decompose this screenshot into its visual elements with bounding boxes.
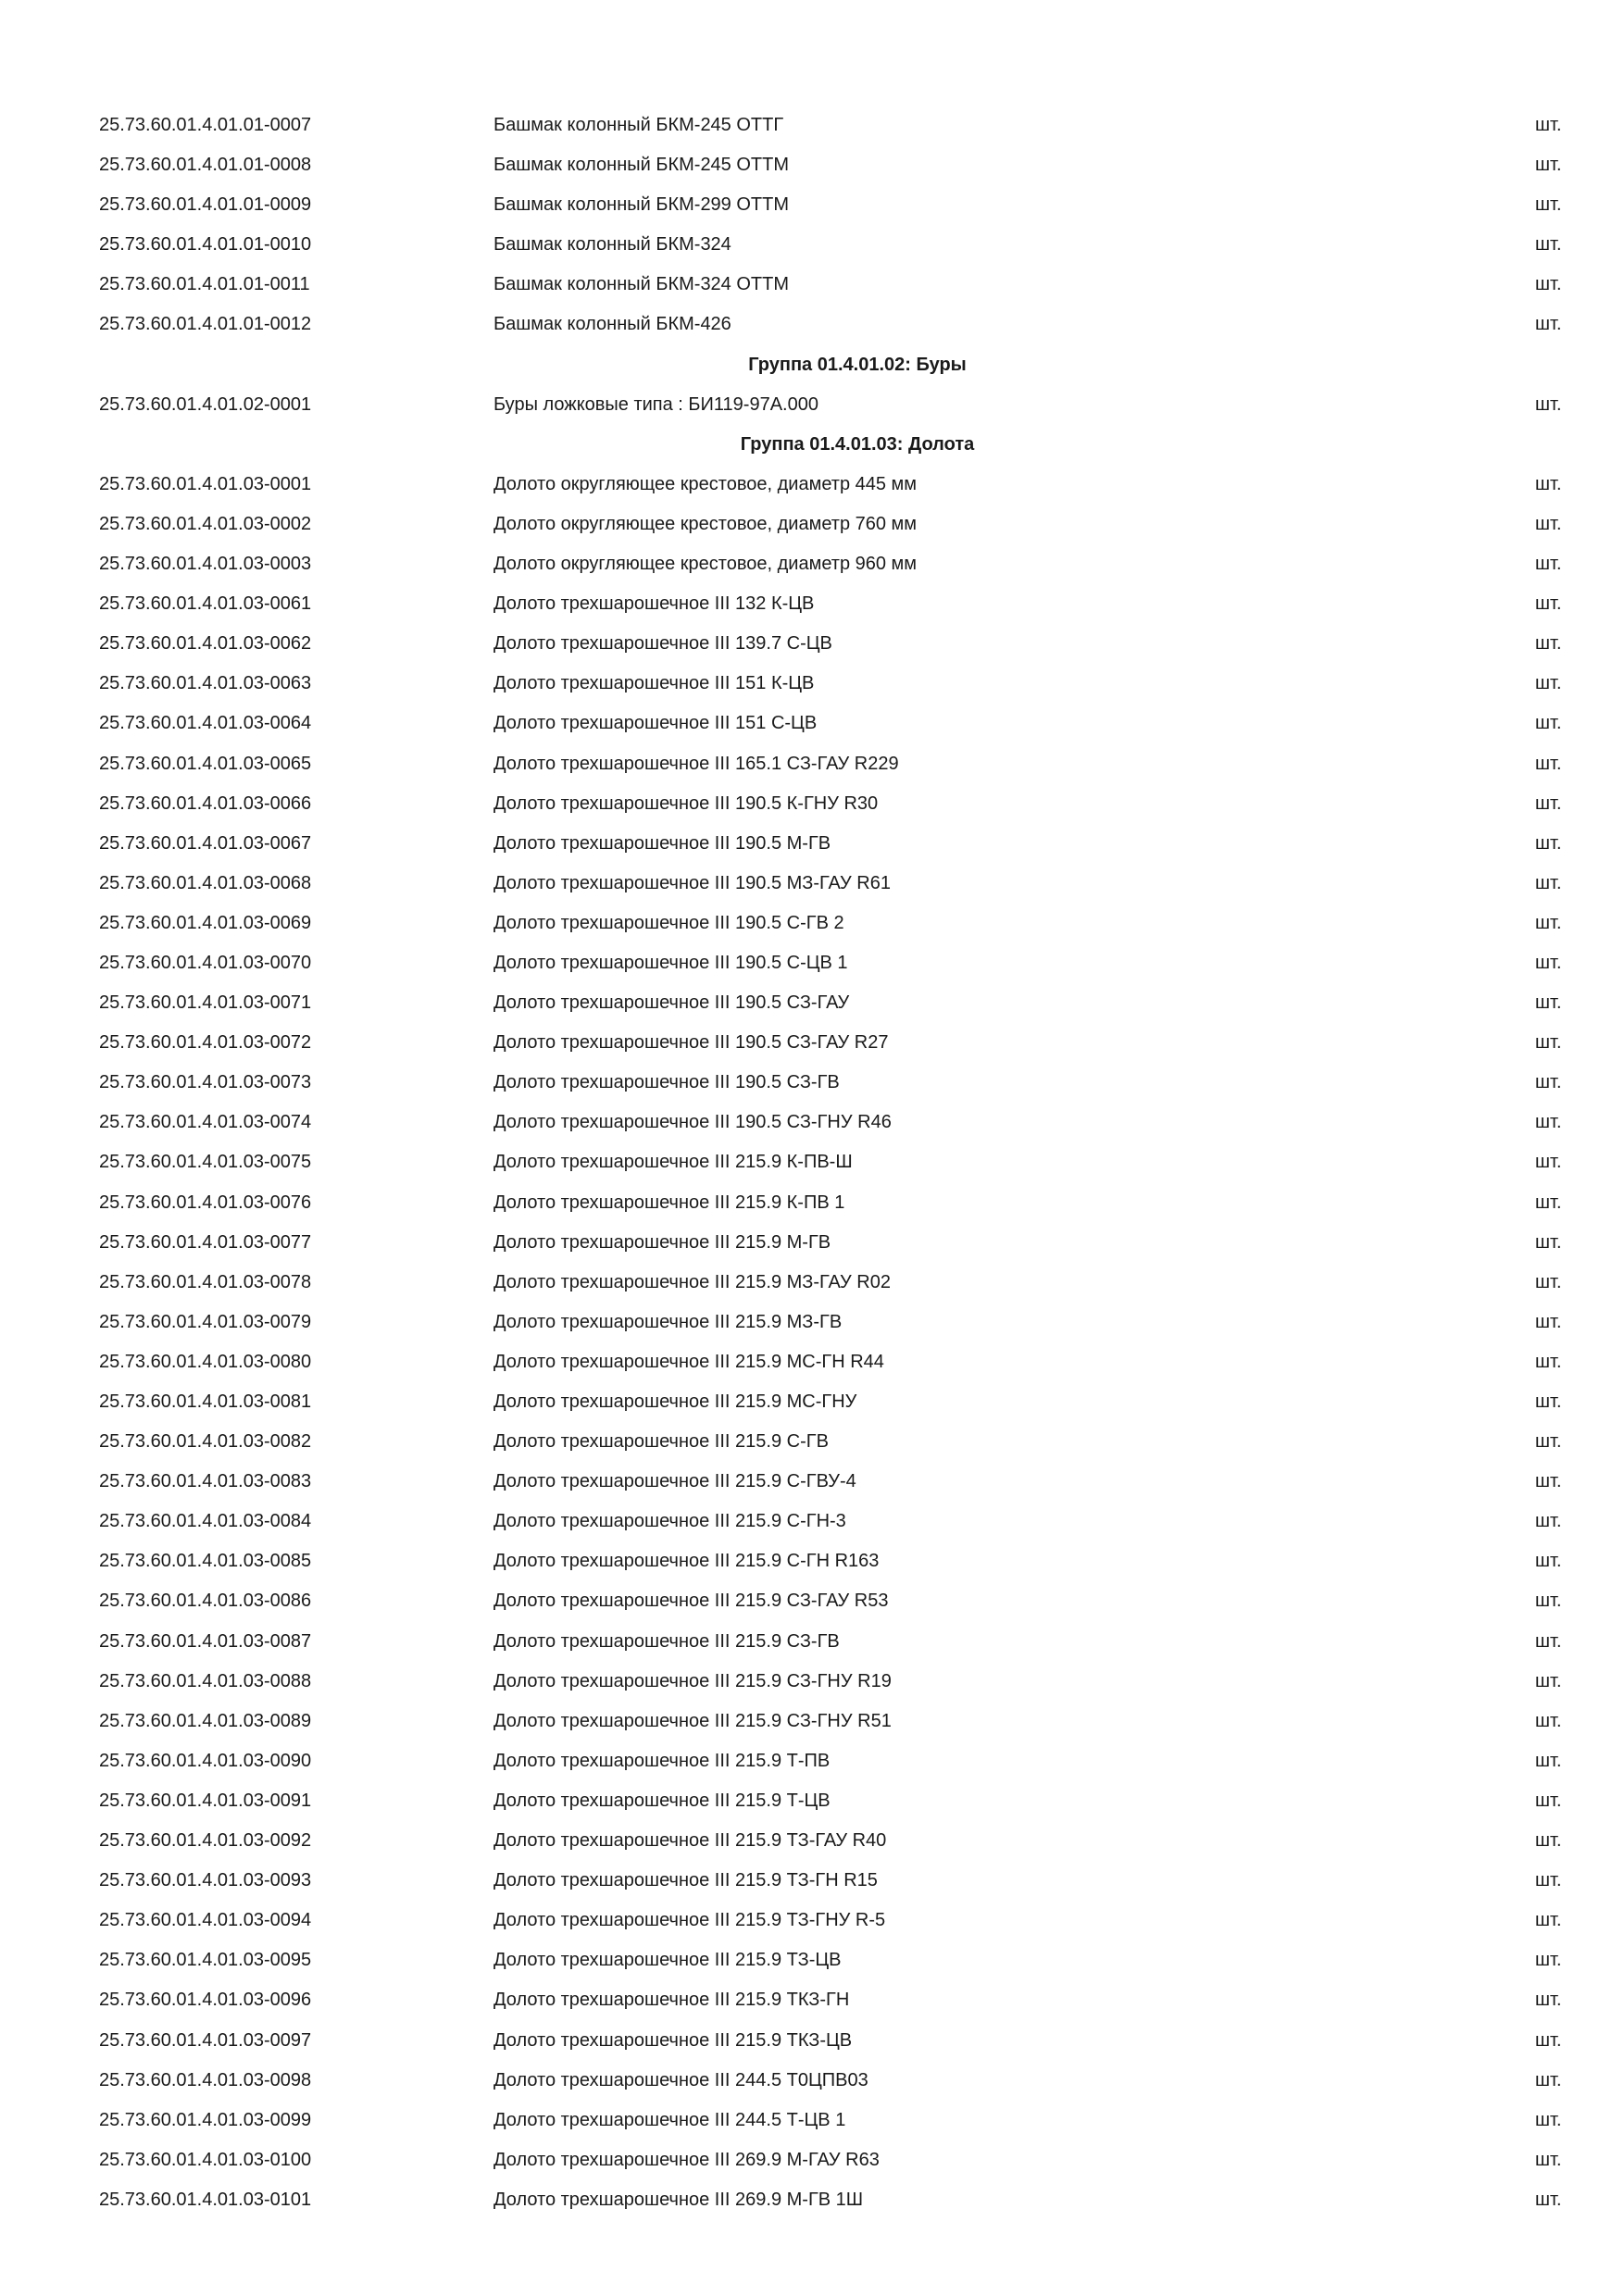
table-row <box>0 983 1624 1023</box>
item-code: 25.73.60.01.4.01.03-0084 <box>99 1511 312 1532</box>
item-name: Долото округляющее крестовое, диаметр 960 мм <box>493 554 918 575</box>
table-row <box>0 1821 1624 1861</box>
table-row <box>0 1502 1624 1541</box>
item-unit: шт. <box>1535 234 1562 256</box>
item-unit: шт. <box>1535 513 1562 534</box>
table-row <box>0 2101 1624 2140</box>
item-code: 25.73.60.01.4.01.03-0069 <box>99 912 312 933</box>
table-row <box>0 1781 1624 1821</box>
item-unit: шт. <box>1535 2069 1562 2090</box>
table-row <box>0 185 1624 225</box>
item-code: 25.73.60.01.4.01.03-0079 <box>99 1311 312 1332</box>
item-unit: шт. <box>1535 832 1562 854</box>
item-unit: шт. <box>1535 2149 1562 2170</box>
table-row <box>0 1422 1624 1462</box>
item-unit: шт. <box>1535 1910 1562 1931</box>
item-code: 25.73.60.01.4.01.03-0083 <box>99 1471 312 1492</box>
item-code: 25.73.60.01.4.01.03-0096 <box>99 1990 312 2011</box>
table-row <box>0 943 1624 983</box>
item-name: Башмак колонный БКМ-324 <box>493 234 731 256</box>
table-row <box>0 1142 1624 1182</box>
item-unit: шт. <box>1535 1591 1562 1612</box>
item-unit: шт. <box>1535 1072 1562 1093</box>
item-code: 25.73.60.01.4.01.01-0009 <box>99 194 312 216</box>
item-unit: шт. <box>1535 1152 1562 1173</box>
item-name: Башмак колонный БКМ-299 ОТТМ <box>493 194 790 216</box>
table-row <box>0 1702 1624 1741</box>
item-code: 25.73.60.01.4.01.03-0002 <box>99 513 312 534</box>
item-code: 25.73.60.01.4.01.03-0085 <box>99 1551 312 1572</box>
item-name: Долото округляющее крестовое, диаметр 760 мм <box>493 513 918 534</box>
item-unit: шт. <box>1535 2109 1562 2130</box>
item-name: Долото трехшарошечное III 139.7 С-ЦВ <box>493 633 832 655</box>
item-code: 25.73.60.01.4.01.03-0062 <box>99 633 312 655</box>
table-row <box>0 1622 1624 1662</box>
item-unit: шт. <box>1535 1311 1562 1332</box>
table-row <box>0 1901 1624 1940</box>
table-row <box>0 1861 1624 1901</box>
item-code: 25.73.60.01.4.01.03-0080 <box>99 1351 312 1372</box>
item-name: Долото трехшарошечное III 190.5 СЗ-ГАУ R27 <box>493 1032 889 1054</box>
table-row <box>0 1741 1624 1781</box>
item-unit: шт. <box>1535 393 1562 415</box>
item-code: 25.73.60.01.4.01.01-0012 <box>99 314 312 335</box>
item-name: Долото трехшарошечное III 244.5 Т0ЦПВ03 <box>493 2069 868 2090</box>
item-name: Долото трехшарошечное III 215.9 СЗ-ГНУ R19 <box>493 1670 892 1691</box>
item-unit: шт. <box>1535 1830 1562 1852</box>
item-unit: шт. <box>1535 2029 1562 2051</box>
table-row <box>0 864 1624 904</box>
item-unit: шт. <box>1535 792 1562 814</box>
item-unit: шт. <box>1535 1790 1562 1811</box>
item-unit: шт. <box>1535 1231 1562 1253</box>
table-row <box>0 544 1624 584</box>
item-unit: шт. <box>1535 593 1562 615</box>
item-code: 25.73.60.01.4.01.03-0065 <box>99 753 312 774</box>
table-row <box>0 1541 1624 1581</box>
item-name: Башмак колонный БКМ-245 ОТТМ <box>493 155 790 176</box>
item-unit: шт. <box>1535 753 1562 774</box>
table-row <box>0 385 1624 425</box>
item-code: 25.73.60.01.4.01.01-0008 <box>99 155 312 176</box>
table-row <box>0 624 1624 664</box>
item-name: Долото трехшарошечное III 215.9 СЗ-ГНУ R51 <box>493 1710 892 1731</box>
item-code: 25.73.60.01.4.01.03-0099 <box>99 2109 312 2130</box>
item-unit: шт. <box>1535 1870 1562 1891</box>
item-unit: шт. <box>1535 274 1562 295</box>
item-unit: шт. <box>1535 952 1562 973</box>
item-unit: шт. <box>1535 1112 1562 1133</box>
item-unit: шт. <box>1535 1551 1562 1572</box>
table-row <box>0 1940 1624 1980</box>
item-name: Долото трехшарошечное III 269.9 М-ГАУ R63 <box>493 2149 880 2170</box>
item-name: Долото трехшарошечное III 215.9 К-ПВ 1 <box>493 1192 845 1213</box>
item-code: 25.73.60.01.4.01.03-0003 <box>99 554 312 575</box>
item-name: Долото трехшарошечное III 215.9 С-ГН-3 <box>493 1511 846 1532</box>
table-row <box>0 2061 1624 2101</box>
item-name: Долото трехшарошечное III 215.9 СЗ-ГВ <box>493 1630 840 1652</box>
item-name: Буры ложковые типа : БИ119-97А.000 <box>493 393 818 415</box>
table-row <box>0 1662 1624 1702</box>
item-code: 25.73.60.01.4.01.03-0068 <box>99 872 312 893</box>
item-unit: шт. <box>1535 194 1562 216</box>
table-row <box>0 1103 1624 1142</box>
table-row <box>0 704 1624 743</box>
item-code: 25.73.60.01.4.01.03-0061 <box>99 593 312 615</box>
item-name: Долото трехшарошечное III 215.9 Т-ЦВ <box>493 1790 831 1811</box>
item-unit: шт. <box>1535 872 1562 893</box>
item-code: 25.73.60.01.4.01.03-0101 <box>99 2189 312 2210</box>
item-name: Башмак колонный БКМ-245 ОТТГ <box>493 115 784 135</box>
item-code: 25.73.60.01.4.01.02-0001 <box>99 393 312 415</box>
item-name: Долото трехшарошечное III 215.9 ТКЗ-ЦВ <box>493 2029 853 2051</box>
item-code: 25.73.60.01.4.01.03-0071 <box>99 992 312 1014</box>
table-row <box>0 824 1624 864</box>
item-name: Долото трехшарошечное III 190.5 МЗ-ГАУ R61 <box>493 872 891 893</box>
item-name: Долото трехшарошечное III 215.9 ТЗ-ГН R15 <box>493 1870 878 1891</box>
item-name: Долото трехшарошечное III 190.5 С-ГВ 2 <box>493 912 844 933</box>
table-row <box>0 584 1624 624</box>
item-name: Долото трехшарошечное III 151 К-ЦВ <box>493 673 815 694</box>
item-code: 25.73.60.01.4.01.03-0092 <box>99 1830 312 1852</box>
item-code: 25.73.60.01.4.01.03-0086 <box>99 1591 312 1612</box>
table-row <box>0 2180 1624 2220</box>
item-unit: шт. <box>1535 155 1562 176</box>
item-unit: шт. <box>1535 554 1562 575</box>
item-unit: шт. <box>1535 2189 1562 2210</box>
item-code: 25.73.60.01.4.01.03-0074 <box>99 1112 312 1133</box>
item-unit: шт. <box>1535 1192 1562 1213</box>
item-unit: шт. <box>1535 1351 1562 1372</box>
item-name: Долото трехшарошечное III 215.9 М-ГВ <box>493 1231 831 1253</box>
table-row <box>0 1023 1624 1063</box>
item-name: Долото трехшарошечное III 215.9 МС-ГН R44 <box>493 1351 884 1372</box>
item-unit: шт. <box>1535 673 1562 694</box>
table-row <box>0 265 1624 305</box>
item-unit: шт. <box>1535 1710 1562 1731</box>
item-name: Долото трехшарошечное III 151 С-ЦВ <box>493 713 818 734</box>
table-row <box>0 1382 1624 1422</box>
item-code: 25.73.60.01.4.01.03-0081 <box>99 1391 312 1412</box>
table-row <box>0 1342 1624 1382</box>
item-name: Башмак колонный БКМ-324 ОТТМ <box>493 274 790 295</box>
item-unit: шт. <box>1535 912 1562 933</box>
table-row <box>0 106 1624 145</box>
item-code: 25.73.60.01.4.01.01-0010 <box>99 234 312 256</box>
item-code: 25.73.60.01.4.01.03-0100 <box>99 2149 312 2170</box>
item-name: Долото трехшарошечное III 215.9 ТЗ-ЦВ <box>493 1950 842 1971</box>
item-unit: шт. <box>1535 473 1562 494</box>
item-name: Долото трехшарошечное III 215.9 С-ГВ <box>493 1431 829 1453</box>
item-name: Долото трехшарошечное III 132 К-ЦВ <box>493 593 815 615</box>
item-name: Долото трехшарошечное III 165.1 СЗ-ГАУ R229 <box>493 753 899 774</box>
item-name: Долото трехшарошечное III 215.9 К-ПВ-Ш <box>493 1152 853 1173</box>
item-name: Долото округляющее крестовое, диаметр 445 мм <box>493 473 918 494</box>
item-unit: шт. <box>1535 1431 1562 1453</box>
item-code: 25.73.60.01.4.01.03-0088 <box>99 1670 312 1691</box>
item-code: 25.73.60.01.4.01.03-0072 <box>99 1032 312 1054</box>
item-name: Долото трехшарошечное III 215.9 СЗ-ГАУ R53 <box>493 1591 889 1612</box>
item-unit: шт. <box>1535 1630 1562 1652</box>
item-name: Долото трехшарошечное III 190.5 СЗ-ГАУ <box>493 992 850 1014</box>
table-row <box>0 465 1624 505</box>
item-code: 25.73.60.01.4.01.03-0076 <box>99 1192 312 1213</box>
item-name: Долото трехшарошечное III 190.5 С-ЦВ 1 <box>493 952 848 973</box>
item-code: 25.73.60.01.4.01.03-0073 <box>99 1072 312 1093</box>
item-name: Долото трехшарошечное III 215.9 ТЗ-ГАУ R40 <box>493 1830 887 1852</box>
table-row <box>0 1980 1624 2020</box>
item-name: Долото трехшарошечное III 244.5 Т-ЦВ 1 <box>493 2109 846 2130</box>
item-code: 25.73.60.01.4.01.03-0098 <box>99 2069 312 2090</box>
item-unit: шт. <box>1535 1391 1562 1412</box>
item-code: 25.73.60.01.4.01.03-0075 <box>99 1152 312 1173</box>
table-row <box>0 225 1624 265</box>
item-unit: шт. <box>1535 1670 1562 1691</box>
item-code: 25.73.60.01.4.01.03-0089 <box>99 1710 312 1731</box>
item-name: Долото трехшарошечное III 269.9 М-ГВ 1Ш <box>493 2189 864 2210</box>
item-code: 25.73.60.01.4.01.03-0087 <box>99 1630 312 1652</box>
item-code: 25.73.60.01.4.01.03-0066 <box>99 792 312 814</box>
item-unit: шт. <box>1535 1950 1562 1971</box>
item-name: Долото трехшарошечное III 215.9 С-ГВУ-4 <box>493 1471 856 1492</box>
item-name: Долото трехшарошечное III 215.9 МС-ГНУ <box>493 1391 857 1412</box>
item-name: Долото трехшарошечное III 215.9 МЗ-ГАУ R02 <box>493 1271 891 1292</box>
item-unit: шт. <box>1535 115 1562 135</box>
table-row <box>0 744 1624 784</box>
item-name: Долото трехшарошечное III 215.9 С-ГН R163 <box>493 1551 880 1572</box>
item-code: 25.73.60.01.4.01.03-0077 <box>99 1231 312 1253</box>
table-row <box>0 784 1624 824</box>
group-heading: Группа 01.4.01.02: Буры <box>748 354 967 375</box>
table-row <box>0 2140 1624 2180</box>
item-code: 25.73.60.01.4.01.03-0063 <box>99 673 312 694</box>
item-name: Долото трехшарошечное III 190.5 СЗ-ГВ <box>493 1072 840 1093</box>
item-code: 25.73.60.01.4.01.03-0097 <box>99 2029 312 2051</box>
item-code: 25.73.60.01.4.01.03-0090 <box>99 1750 312 1771</box>
item-code: 25.73.60.01.4.01.03-0067 <box>99 832 312 854</box>
item-unit: шт. <box>1535 992 1562 1014</box>
item-code: 25.73.60.01.4.01.03-0091 <box>99 1790 312 1811</box>
item-name: Долото трехшарошечное III 215.9 ТКЗ-ГН <box>493 1990 850 2011</box>
item-code: 25.73.60.01.4.01.03-0095 <box>99 1950 312 1971</box>
item-unit: шт. <box>1535 1511 1562 1532</box>
item-name: Долото трехшарошечное III 215.9 ТЗ-ГНУ R-5 <box>493 1910 886 1931</box>
item-code: 25.73.60.01.4.01.03-0070 <box>99 952 312 973</box>
table-row <box>0 1063 1624 1103</box>
item-unit: шт. <box>1535 1471 1562 1492</box>
table-row <box>0 2021 1624 2061</box>
table-row <box>0 1183 1624 1223</box>
item-code: 25.73.60.01.4.01.03-0078 <box>99 1271 312 1292</box>
item-code: 25.73.60.01.4.01.03-0001 <box>99 473 312 494</box>
item-name: Долото трехшарошечное III 190.5 СЗ-ГНУ R46 <box>493 1112 892 1133</box>
item-name: Башмак колонный БКМ-426 <box>493 314 731 335</box>
group-heading: Группа 01.4.01.03: Долота <box>740 433 975 455</box>
item-unit: шт. <box>1535 1990 1562 2011</box>
item-unit: шт. <box>1535 1271 1562 1292</box>
item-unit: шт. <box>1535 713 1562 734</box>
table-row <box>0 664 1624 704</box>
item-name: Долото трехшарошечное III 215.9 МЗ-ГВ <box>493 1311 843 1332</box>
table-row <box>0 1581 1624 1621</box>
item-code: 25.73.60.01.4.01.03-0093 <box>99 1870 312 1891</box>
item-code: 25.73.60.01.4.01.01-0007 <box>99 115 312 135</box>
table-row <box>0 1462 1624 1502</box>
item-name: Долото трехшарошечное III 190.5 М-ГВ <box>493 832 831 854</box>
table-row <box>0 505 1624 544</box>
item-unit: шт. <box>1535 1750 1562 1771</box>
item-name: Долото трехшарошечное III 215.9 Т-ПВ <box>493 1750 831 1771</box>
table-row <box>0 305 1624 344</box>
item-unit: шт. <box>1535 633 1562 655</box>
item-unit: шт. <box>1535 1032 1562 1054</box>
item-name: Долото трехшарошечное III 190.5 К-ГНУ R30 <box>493 792 879 814</box>
table-row <box>0 1263 1624 1303</box>
item-code: 25.73.60.01.4.01.01-0011 <box>99 274 310 295</box>
item-code: 25.73.60.01.4.01.03-0064 <box>99 713 312 734</box>
table-row <box>0 1303 1624 1342</box>
item-unit: шт. <box>1535 314 1562 335</box>
item-code: 25.73.60.01.4.01.03-0094 <box>99 1910 312 1931</box>
table-row <box>0 145 1624 185</box>
table-row <box>0 1223 1624 1263</box>
item-code: 25.73.60.01.4.01.03-0082 <box>99 1431 312 1453</box>
table-row <box>0 904 1624 943</box>
